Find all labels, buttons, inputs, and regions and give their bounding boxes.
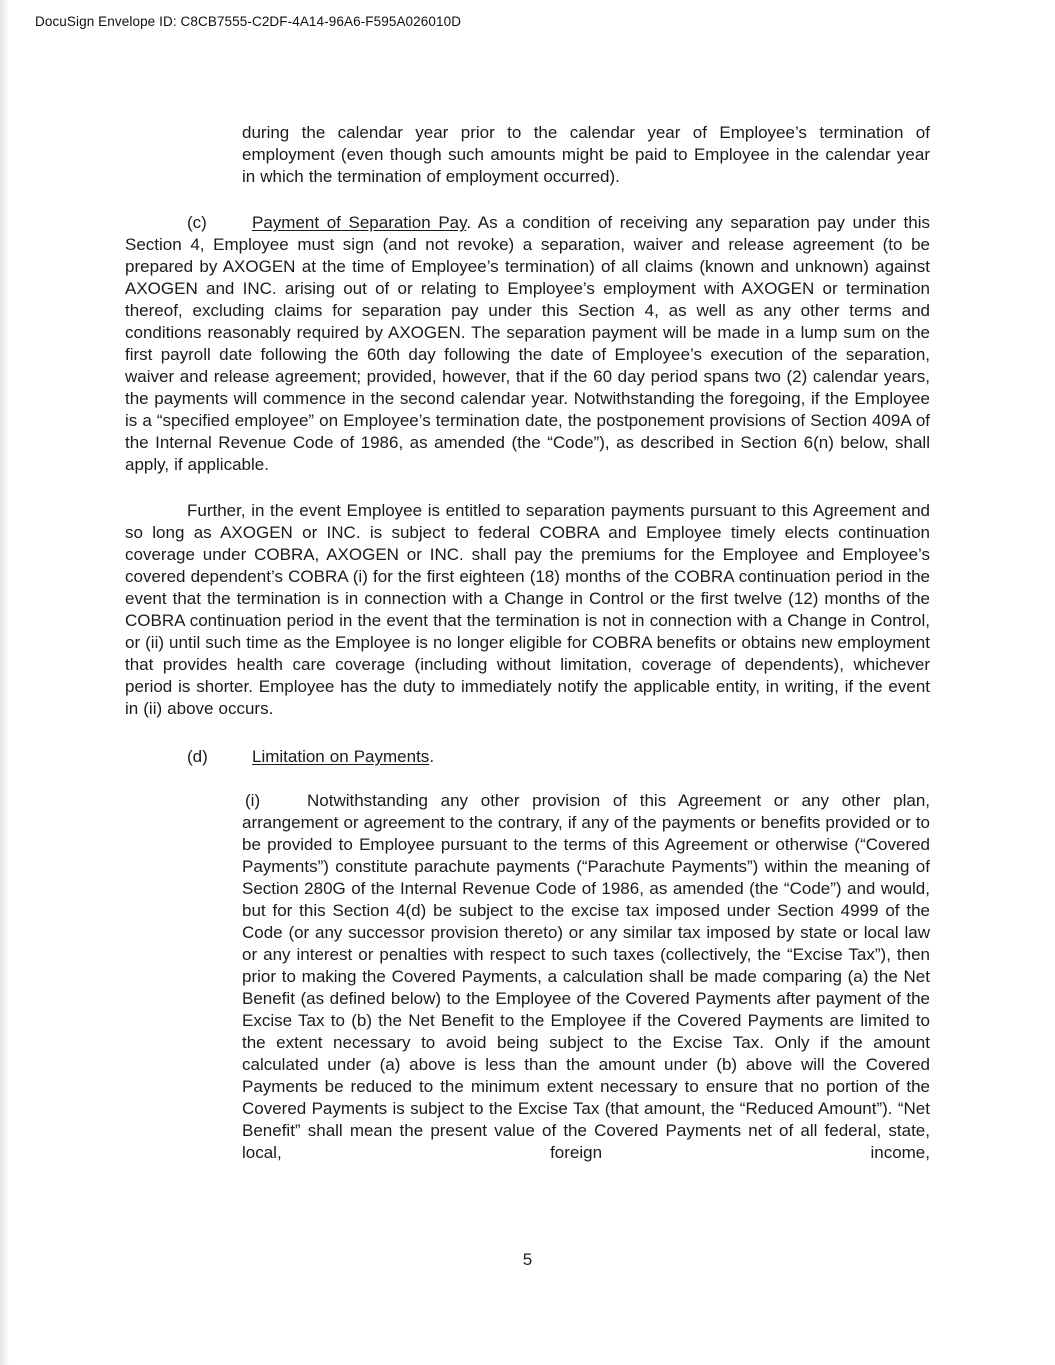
page-number: 5: [522, 1250, 533, 1269]
document-body: [125, 122, 930, 1164]
paragraph-c: [125, 212, 930, 476]
paragraph-carryover: during the calendar year prior to the calendar year of Employee’s termination of employment (even though such amounts might be paid to Employee in the calendar year in which the termination of employment occurred).: [242, 123, 930, 186]
paragraph-d-heading: [125, 746, 930, 768]
clause-d-label: (d): [187, 747, 208, 766]
clause-d-period: .: [429, 747, 435, 766]
paragraph-further: Further, in the event Employee is entitled to separation payments pursuant to this Agreement and so long as AXOGEN or INC. is subject to federal COBRA and Employee timely elects continuation coverage under COBRA, AXOGEN or INC. shall pay the premiums for the Employee and Employee’s covered dependent’s COBRA (i) for the first eighteen (18) months of the COBRA continuation period in the event that the termination is in connection with a Change in Control or the first twelve (12) months of the COBRA continuation period in the event that the termination is not in connection with a Change in Control, or (ii) until such time as the Employee is no longer eligible for COBRA benefits or obtains new employment that provides health care coverage (including without limitation, coverage of dependents), whichever period is shorter. Employee has the duty to immediately notify the applicable entity, in writing, if the event in (ii) above occurs.: [125, 501, 930, 718]
docusign-envelope-id: DocuSign Envelope ID: C8CB7555-C2DF-4A14-96A6-F595A026010D: [35, 14, 462, 29]
clause-c-label: (c): [187, 213, 207, 232]
clause-i-body: Notwithstanding any other provision of this Agreement or any other plan, arrangement or agreement to the contrary, if any of the payments or benefits provided or to be provided to Employee pursuant to the terms of this Agreement or otherwise (“Covered Payments”) constitute parachute payments (“Parachute Payments”) within the meaning of Section 280G of the Internal Revenue Code of 1986, as amended (the “Code”) and would, but for this Section 4(d) be subject to the excise tax imposed under Section 4999 of the Code (or any successor provision thereto) or any similar tax imposed by state or local law or any interest or penalties with respect to such taxes (collectively, the “Excise Tax”), then prior to making the Covered Payments, a calculation shall be made comparing (a) the Net Benefit (as defined below) to the Employee of the Covered Payments after payment of the Excise Tax to (b) the Net Benefit to the Employee if the Covered Payments are limited to the extent necessary to avoid being subject to the Excise Tax. Only if the amount calculated under (a) above is less than the amount under (b) above will the Covered Payments be reduced to the minimum extent necessary to ensure that no portion of the Covered Payments is subject to the Excise Tax (that amount, the “Reduced Amount”). “Net Benefit” shall mean the present value of the Covered Payments net of all federal, state, local, foreign income,: [242, 791, 930, 1162]
scan-edge-artifact: [0, 0, 9, 1365]
clause-i-label: (i): [245, 791, 261, 810]
clause-c-body: . As a condition of receiving any separation pay under this Section 4, Employee must sign (and not revoke) a separation, waiver and release agreement (to be prepared by AXOGEN at the time of Employee’s termination) of all claims (known and unknown) against AXOGEN and INC. arising out of or relating to Employee’s employment with AXOGEN or termination thereof, excluding claims for separation pay under this Section 4, as well as any other terms and conditions reasonably required by AXOGEN. The separation payment will be made in a lump sum on the first payroll date following the 60th day following the date of Employee’s execution of the separation, waiver and release agreement; provided, however, that if the 60 day period spans two (2) calendar years, the payments will commence in the second calendar year. Notwithstanding the foregoing, if the Employee is a “specified employee” on Employee’s termination date, the postponement provisions of Section 409A of the Internal Revenue Code of 1986, as amended (the “Code”), as described in Section 6(n) below, shall apply, if applicable.: [125, 213, 931, 474]
clause-c-heading: Payment of Separation Pay: [252, 213, 467, 232]
clause-d-heading: Limitation on Payments: [252, 747, 430, 766]
paragraph-i: [242, 790, 930, 1164]
